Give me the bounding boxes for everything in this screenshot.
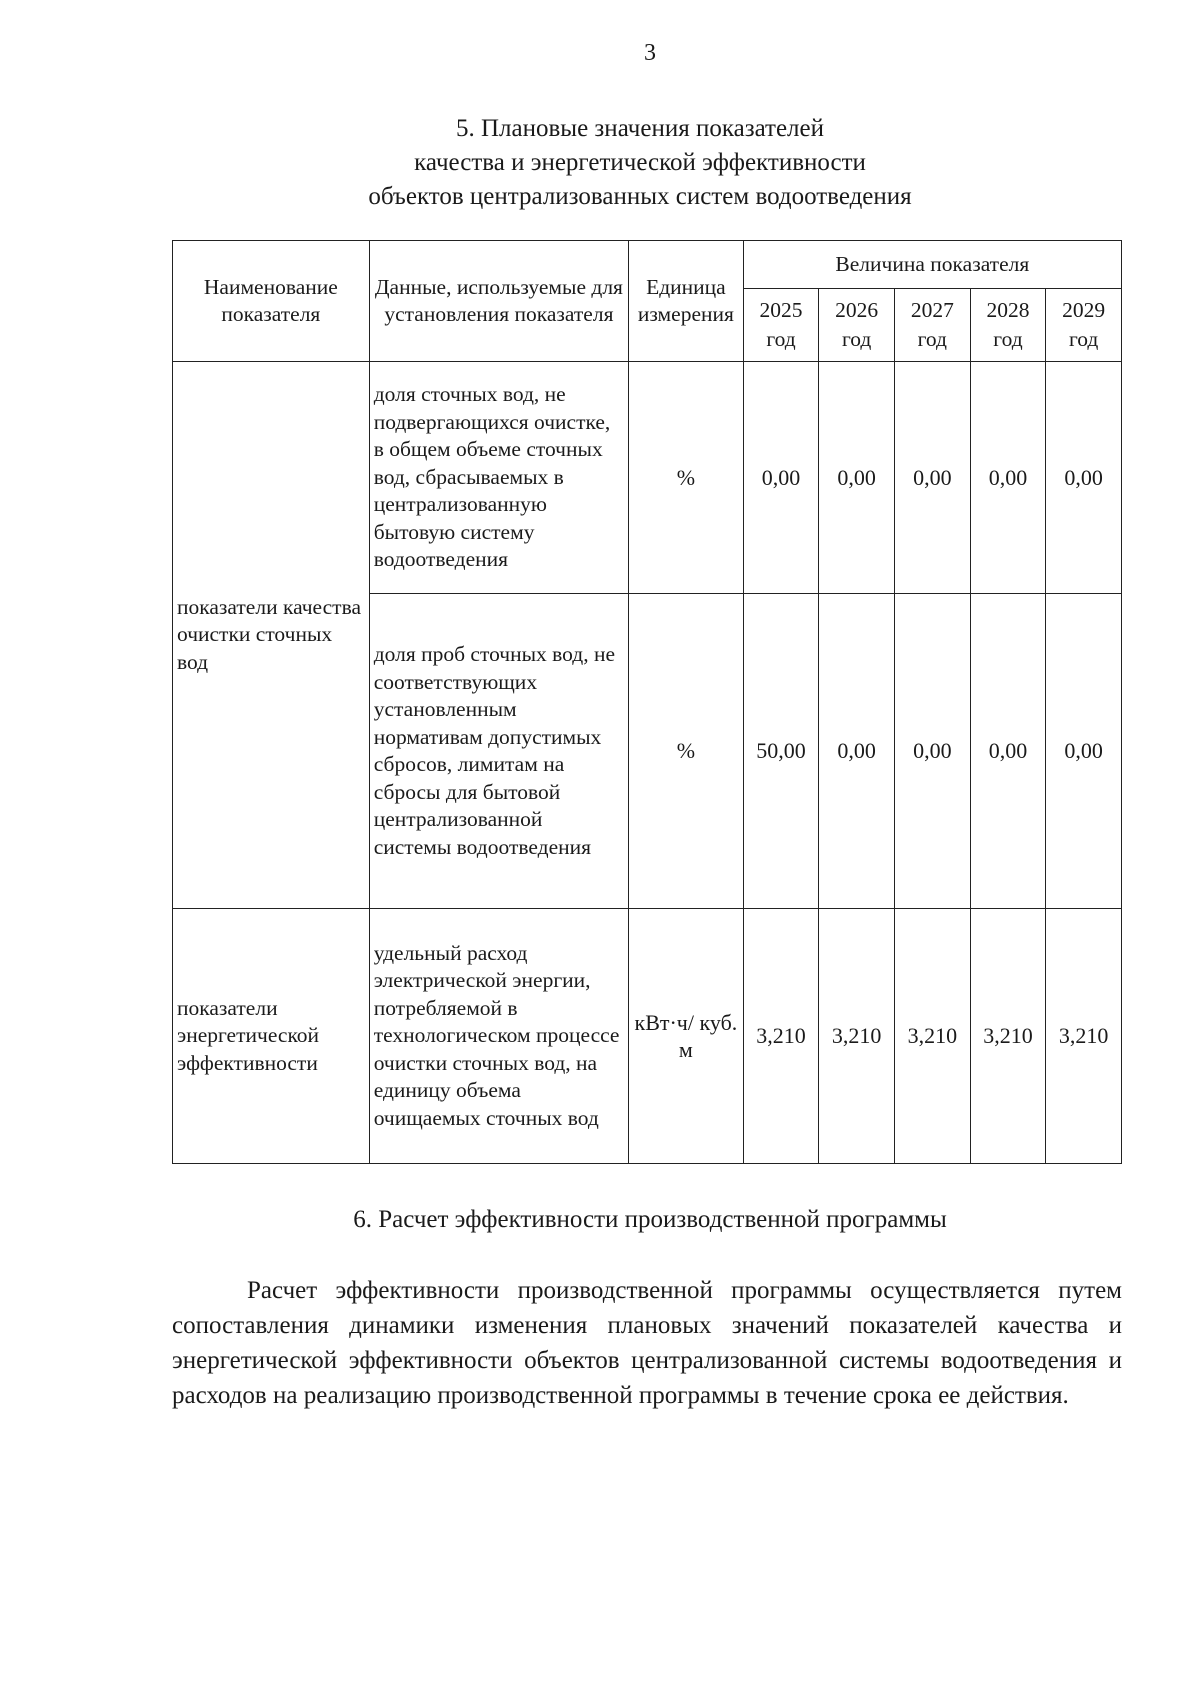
header-source-data: Данные, используемые для установления показателя xyxy=(369,241,628,362)
section-5-title-line: объектов централизованных систем водоотведения xyxy=(368,183,912,210)
section-5-title-line: 5. Плановые значения показателей xyxy=(455,115,825,142)
header-indicator-value: Величина показателя xyxy=(743,241,1121,289)
header-year-suffix: год xyxy=(993,327,1023,352)
section-6-title: 6. Расчет эффективности производственной программы xyxy=(353,1206,947,1233)
header-year xyxy=(743,289,819,362)
indicator-value: 3,210 xyxy=(743,909,819,1164)
indicator-value: 0,00 xyxy=(894,594,970,909)
section-5-title xyxy=(230,112,1050,214)
header-year-suffix: год xyxy=(917,327,947,352)
header-year-number: 2027 xyxy=(910,298,954,323)
header-year xyxy=(819,289,895,362)
indicator-unit: кВт·ч/ куб. м xyxy=(629,909,744,1164)
section-5-title-line: качества и энергетической эффективности xyxy=(414,149,866,176)
header-year-number: 2028 xyxy=(986,298,1030,323)
indicator-value: 3,210 xyxy=(819,909,895,1164)
indicator-value: 0,00 xyxy=(819,362,895,594)
header-year xyxy=(894,289,970,362)
indicator-value: 0,00 xyxy=(970,362,1046,594)
header-year xyxy=(970,289,1046,362)
indicator-value: 50,00 xyxy=(743,594,819,909)
header-year-number: 2026 xyxy=(835,298,879,323)
indicator-value: 0,00 xyxy=(819,594,895,909)
table-row xyxy=(173,909,1122,1164)
header-year-suffix: год xyxy=(1068,327,1099,352)
section-6-paragraph xyxy=(172,1273,1122,1413)
indicator-source-data: доля проб сточных вод, не соответствующих установленным нормативам допустимых сбросов, лимитам на сбросы для бытовой централизованной системы водоотведения xyxy=(369,594,628,909)
header-indicator-name: Наименование показателя xyxy=(173,241,370,362)
indicator-group-name: показатели качества очистки сточных вод xyxy=(173,362,370,909)
indicator-value: 0,00 xyxy=(1046,594,1122,909)
table-row xyxy=(173,362,1122,594)
indicator-source-data: доля сточных вод, не подвергающихся очистке, в общем объеме сточных вод, сбрасываемых в централизованную бытовую систему водоотведения xyxy=(369,362,628,594)
paragraph-text: Расчет эффективности производственной программы осуществляется путем сопоставления динамики изменения плановых значений показателей качества и энергетической эффективности объектов централизованной системы водоотведения и расходов на реализацию производственной программы в течение срока ее действия. xyxy=(172,1277,1122,1409)
page-number: 3 xyxy=(644,40,656,66)
indicator-value: 3,210 xyxy=(970,909,1046,1164)
indicator-value: 0,00 xyxy=(970,594,1046,909)
indicator-value: 3,210 xyxy=(894,909,970,1164)
header-year-suffix: год xyxy=(766,327,796,352)
header-unit: Единица измерения xyxy=(629,241,744,362)
indicator-source-data: удельный расход электрической энергии, потребляемой в технологическом процессе очистки сточных вод, на единицу объема очищаемых сточных вод xyxy=(369,909,628,1164)
indicator-value: 0,00 xyxy=(743,362,819,594)
header-year-number: 2025 xyxy=(759,298,803,323)
indicator-value: 0,00 xyxy=(1046,362,1122,594)
indicator-unit: % xyxy=(629,362,744,594)
indicator-value: 0,00 xyxy=(894,362,970,594)
header-year-suffix: год xyxy=(841,327,872,352)
indicator-group-name: показатели энергетической эффективности xyxy=(173,909,370,1164)
indicator-unit: % xyxy=(629,594,744,909)
indicator-value: 3,210 xyxy=(1046,909,1122,1164)
indicators-table xyxy=(172,240,1122,1164)
header-year xyxy=(1046,289,1122,362)
header-year-number: 2029 xyxy=(1062,298,1106,323)
